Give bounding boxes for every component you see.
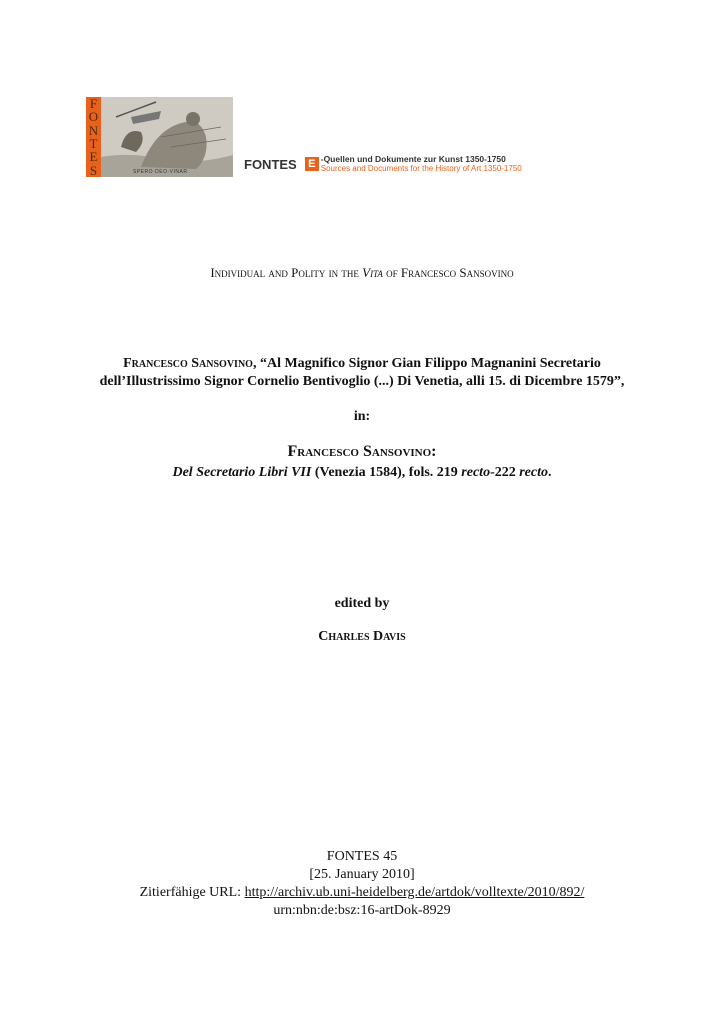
in-label: in: xyxy=(353,409,371,424)
title-part: of Francesco Sansovino xyxy=(382,265,514,280)
logo-letter: N xyxy=(88,122,99,138)
citation xyxy=(0,355,724,391)
citation-author: Francesco Sansovino xyxy=(123,356,253,371)
logo-letter-strip xyxy=(86,97,101,177)
logo-letter: O xyxy=(88,109,99,125)
document-title xyxy=(0,265,724,281)
citation-url-link[interactable]: http://archiv.ub.uni-heidelberg.de/artdok/volltexte/2010/892/ xyxy=(244,885,585,900)
source-recto: recto xyxy=(519,465,548,480)
logo-letter: T xyxy=(89,136,98,152)
engraving-image xyxy=(101,97,233,177)
urn: urn:nbn:de:bsz:16-artDok-8929 xyxy=(273,903,451,918)
edited-by: edited by xyxy=(334,596,390,611)
editor-name: Charles Davis xyxy=(318,629,406,644)
banner-line-english: Sources and Documents for the History of Art 1350-1750 xyxy=(320,164,522,173)
citation-line1: , “Al Magnifico Signor Gian Filippo Magnanini Secretario xyxy=(252,356,601,371)
source-title xyxy=(0,465,724,481)
source-title-mid: (Venezia 1584), fols. 219 xyxy=(311,465,462,480)
logo-letter: S xyxy=(89,162,98,178)
footer xyxy=(0,848,724,920)
banner-fontes: FONTES xyxy=(244,156,297,172)
url-label: Zitierfähige URL: xyxy=(139,885,245,900)
banner-line-german: -Quellen und Dokumente zur Kunst 1350-1750 xyxy=(320,154,506,164)
citation-line2: dell’Illustrissimo Signor Cornelio Bentivoglio (...) Di Venetia, alli 15. di Dicembre 1579”, xyxy=(99,374,625,389)
source-author: Francesco Sansovino: xyxy=(287,443,437,460)
publication-date: [25. January 2010] xyxy=(309,867,415,882)
fontes-logo xyxy=(86,97,233,177)
logo-letter: F xyxy=(89,96,98,112)
source-title-italic: Del Secretario Libri VII xyxy=(172,465,312,480)
source-dash: -222 xyxy=(490,465,520,480)
title-part: Individual and Polity in the xyxy=(210,265,363,280)
source-end: . xyxy=(548,465,552,480)
fontes-banner xyxy=(244,152,522,176)
logo-letter: E xyxy=(89,149,98,165)
title-italic: Vita xyxy=(362,265,383,280)
banner-e-icon: E xyxy=(305,157,319,171)
banner-text xyxy=(321,154,522,174)
engraving-illustration xyxy=(101,97,233,177)
citation-url-line xyxy=(0,884,724,902)
engraving-caption: SPERO·DEO·VINAR xyxy=(133,169,188,175)
source-recto: recto xyxy=(461,465,491,480)
series-number: FONTES 45 xyxy=(326,849,398,864)
